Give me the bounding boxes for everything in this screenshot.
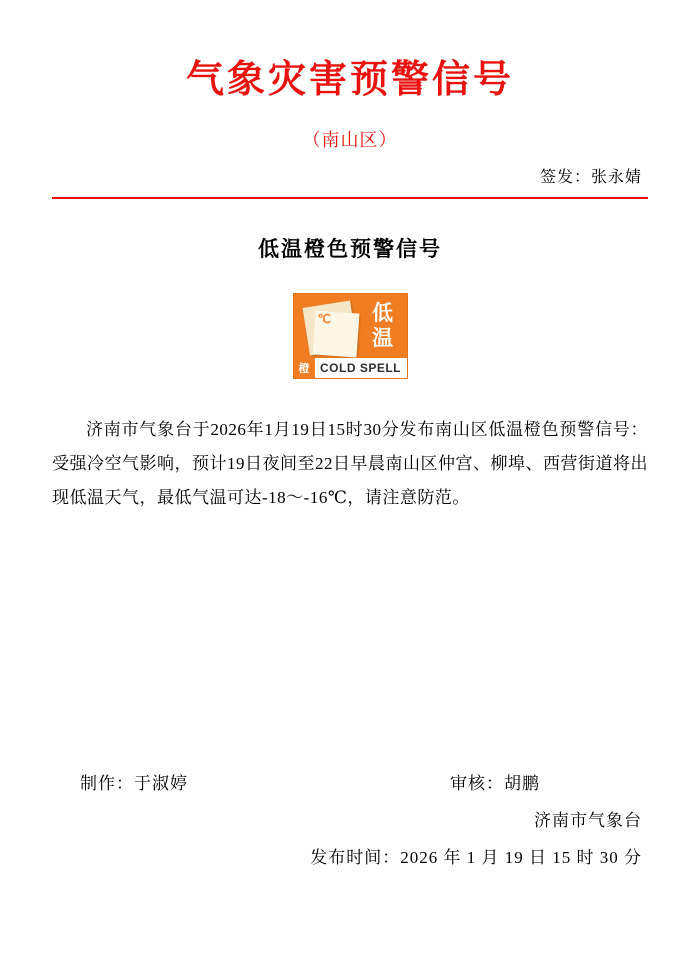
icon-bottom-bar xyxy=(294,358,407,378)
issuer-label: 济南市气象台 xyxy=(534,811,642,830)
maker-label: 制作：于淑婷 xyxy=(80,774,188,793)
footer-issuer-block xyxy=(52,806,648,868)
warning-body-text: 济南市气象台于2026年1月19日15时30分发布南山区低温橙色预警信号：受强冷空气影响，预计19日夜间至22日早晨南山区仲宫、柳埠、西营街道将出现低温天气，最低气温可达-18～-16℃，请注意防范。 xyxy=(52,419,648,507)
checker-label: 审核：胡鹏 xyxy=(450,774,540,793)
issue-time-label: 发布时间：2026 年 1 月 19 日 15 时 30 分 xyxy=(310,848,642,867)
thermometer-degree-icon: ℃ xyxy=(317,311,331,326)
document-footer xyxy=(52,769,648,868)
footer-names-row xyxy=(52,769,648,794)
page-subtitle: （南山区） xyxy=(302,129,398,150)
warning-icon-container xyxy=(52,293,648,379)
icon-english-label: COLD SPELL xyxy=(319,360,401,375)
cold-spell-warning-icon xyxy=(293,293,408,379)
header-divider xyxy=(52,197,648,199)
icon-chinese-label: 低温 xyxy=(372,300,393,350)
warning-title: 低温橙色预警信号 xyxy=(258,236,442,261)
page-title: 气象灾害预警信号 xyxy=(185,59,514,101)
signer-label: 签发：张永婧 xyxy=(539,168,642,186)
icon-level-badge: 橙 xyxy=(294,358,315,378)
document-page xyxy=(0,58,700,964)
